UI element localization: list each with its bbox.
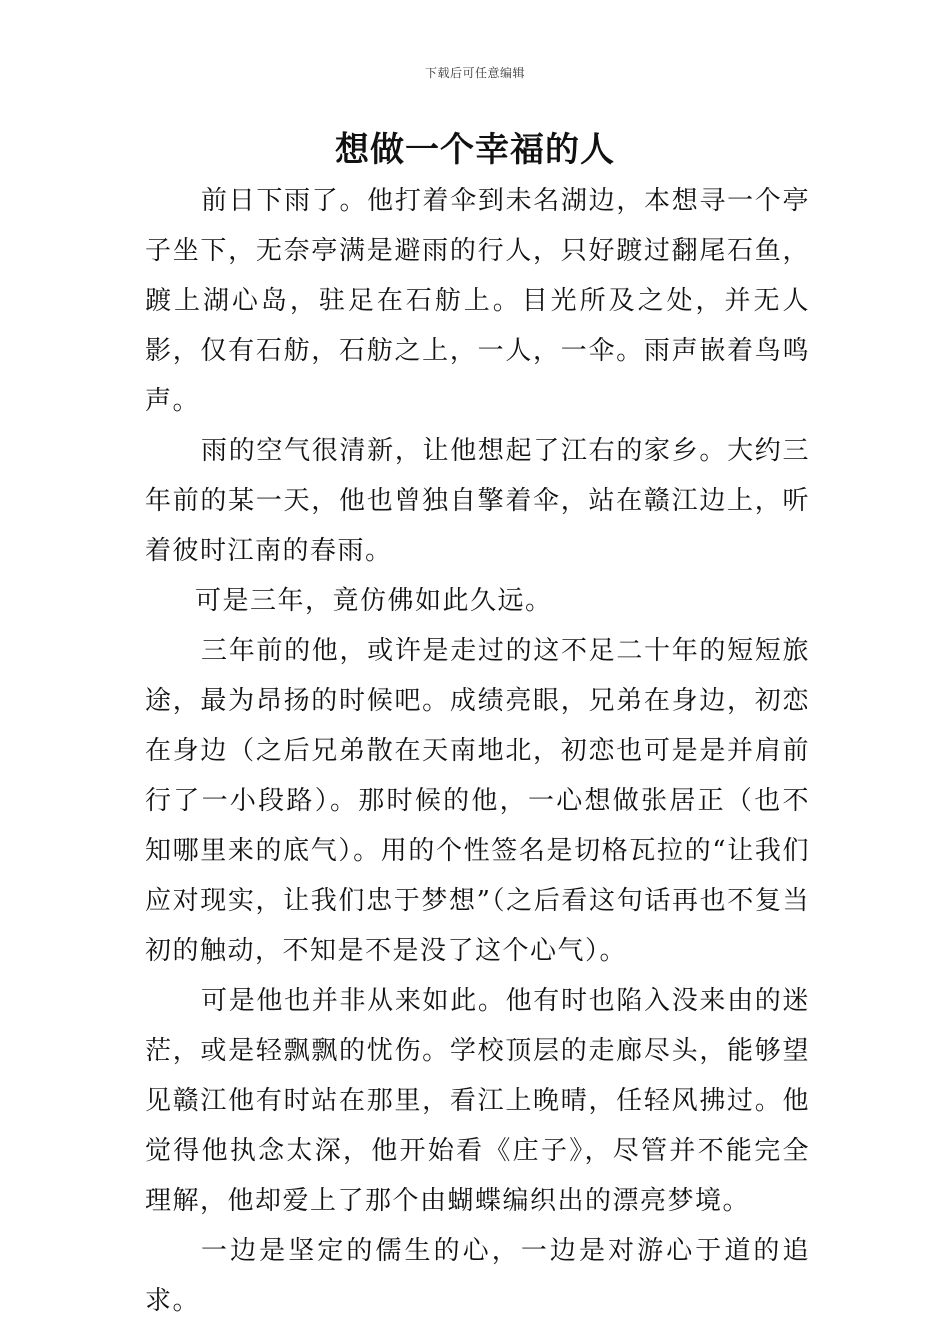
document-title: 想做一个幸福的人 xyxy=(335,130,615,170)
paragraph: 可是他也并非从来如此。他有时也陷入没来由的迷茫，或是轻飘飘的忧伤。学校顶层的走廊尽头，能够望见赣江他有时站在那里，看江上晚晴，任轻风拂过。他觉得他执念太深，他开始看《庄子》，尽管并不能完全理解，他却爱上了那个由蝴蝶编织出的漂亮梦境。 xyxy=(145,986,810,1216)
paragraph: 前日下雨了。他打着伞到未名湖边，本想寻一个亭子坐下，无奈亭满是避雨的行人，只好踱过翻尾石鱼，踱上湖心岛，驻足在石舫上。目光所及之处，并无人影，仅有石舫，石舫之上，一人，一伞。雨声嵌着鸟鸣声。 xyxy=(145,186,810,416)
document-body xyxy=(145,176,810,1326)
paragraph: 雨的空气很清新，让他想起了江右的家乡。大约三年前的某一天，他也曾独自擎着伞，站在赣江边上，听着彼时江南的春雨。 xyxy=(145,436,810,566)
paragraph: 一边是坚定的儒生的心，一边是对游心于道的追求。 xyxy=(145,1236,810,1316)
paragraph: 三年前的他，或许是走过的这不足二十年的短短旅途，最为昂扬的时候吧。成绩亮眼，兄弟在身边，初恋在身边（之后兄弟散在天南地北，初恋也可是是并肩前行了一小段路）。那时候的他，一心想做张居正（也不知哪里来的底气）。用的个性签名是切格瓦拉的“让我们应对现实，让我们忠于梦想”（之后看这句话再也不复当初的触动，不知是不是没了这个心气）。 xyxy=(145,636,810,966)
paragraph: 可是三年，竟仿佛如此久远。 xyxy=(195,586,553,616)
header-note: 下载后可任意编辑 xyxy=(424,66,525,80)
